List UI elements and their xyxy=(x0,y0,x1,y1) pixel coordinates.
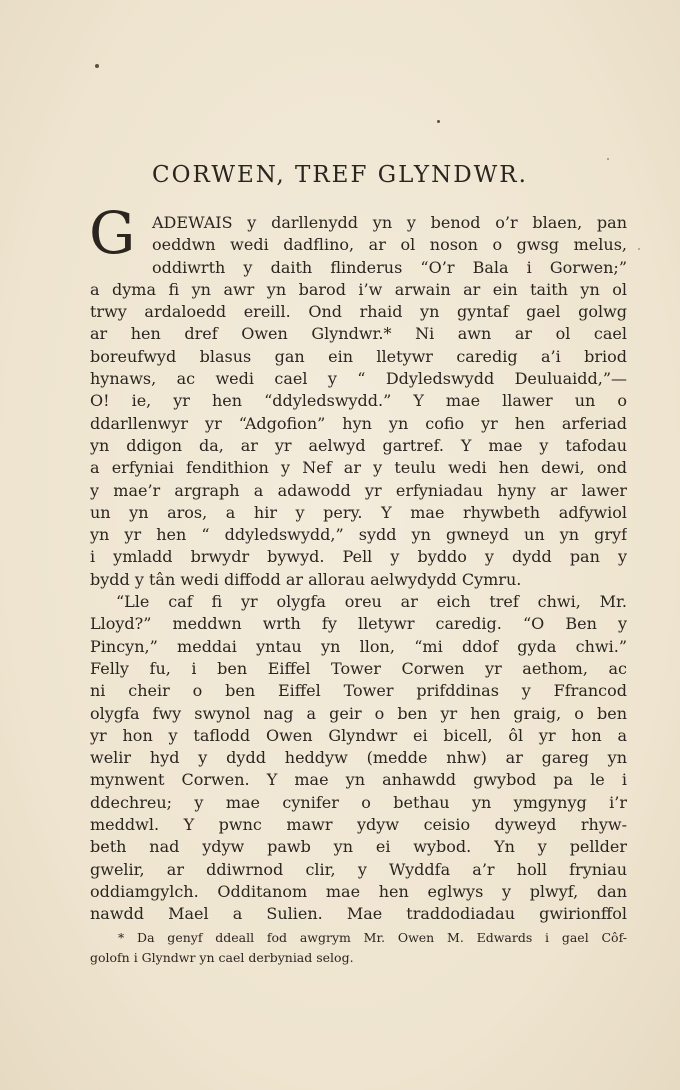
text-line: olygfa fwy swynol nag a geir o ben yr hen graig, o ben xyxy=(90,703,627,723)
paper-speck xyxy=(607,158,609,160)
text-line: “Lle caf fi yr olygfa oreu ar eich tref chwi, Mr. xyxy=(116,592,627,612)
text-line: mynwent Corwen. Y mae yn anhawdd gwybod pa le i xyxy=(90,770,627,790)
text-line: boreufwyd blasus gan ein lletywr caredig a’i briod xyxy=(90,346,627,366)
text-line: i ymladd brwydr bywyd. Pell y byddo y dydd pan y xyxy=(90,547,627,567)
text-line: nawdd Mael a Sulien. Mae traddodiadau gwirionffol xyxy=(90,904,627,924)
text-line: gwelir, ar ddiwrnod clir, y Wyddfa a’r holl fryniau xyxy=(90,859,627,879)
text-line: yn yr hen “ ddyledswydd,” sydd yn gwneyd un yn gryf xyxy=(90,525,627,545)
text-line: bydd y tân wedi diffodd ar allorau aelwydydd Cymru. xyxy=(90,569,522,589)
text-line: y mae’r argraph a adawodd yr erfyniadau hyny ar lawer xyxy=(90,480,627,500)
chapter-title: CORWEN, TREF GLYNDWR. xyxy=(152,162,528,188)
text-line: ni cheir o ben Eiffel Tower prifddinas y Ffrancod xyxy=(90,681,627,701)
footnote xyxy=(90,928,627,968)
text-line: O! ie, yr hen “ddyledswydd.” Y mae llawer un o xyxy=(90,391,627,411)
text-line: Lloyd?” meddwn wrth fy lletywr caredig. “O Ben y xyxy=(90,614,627,634)
text-line: a erfyniai fendithion y Nef ar y teulu wedi hen dewi, ond xyxy=(90,458,627,478)
text-line: ddarllenwyr yr “Adgofion” hyn yn cofio yr hen arferiad xyxy=(90,413,627,433)
text-line: ar hen dref Owen Glyndwr.* Ni awn ar ol cael xyxy=(90,324,627,344)
text-line: oddiwrth y daith flinderus “O’r Bala i Gorwen;” xyxy=(152,257,627,277)
text-line: yr hon y taflodd Owen Glyndwr ei bicell, ôl yr hon a xyxy=(90,725,627,745)
text-line: Pincyn,” meddai yntau yn llon, “mi ddof gyda chwi.” xyxy=(90,636,627,656)
drop-cap: G xyxy=(89,199,136,267)
paper-speck xyxy=(95,64,99,68)
text-line: ADEWAIS y darllenydd yn y benod o’r blaen, pan xyxy=(152,213,627,232)
text-line: un yn aros, a hir y pery. Y mae rhywbeth adfywiol xyxy=(90,502,627,522)
text-line: yn ddigon da, ar yr aelwyd gartref. Y mae y tafodau xyxy=(90,435,627,455)
text-line: a dyma fi yn awr yn barod i’w arwain ar ein taith yn ol xyxy=(90,279,627,299)
text-line: hynaws, ac wedi cael y “ Ddyledswydd Deuluaidd,”— xyxy=(90,369,627,389)
footnote-line: * Da genyf ddeall fod awgrym Mr. Owen M. Edwards i gael Côf- xyxy=(118,930,627,945)
body-text xyxy=(89,199,627,926)
paper-speck xyxy=(638,248,640,250)
paper-speck xyxy=(437,120,440,123)
footnote-line: golofn i Glyndwr yn cael derbyniad selog. xyxy=(90,950,354,965)
text-line: oeddwn wedi dadflino, ar ol noson o gwsg melus, xyxy=(152,235,627,255)
text-line: beth nad ydyw pawb yn ei wybod. Yn y pellder xyxy=(90,837,627,857)
text-line: meddwl. Y pwnc mawr ydyw ceisio dyweyd rhyw- xyxy=(90,815,627,835)
text-line: trwy ardaloedd ereill. Ond rhaid yn gyntaf gael golwg xyxy=(90,302,627,322)
text-line: oddiamgylch. Odditanom mae hen eglwys y plwyf, dan xyxy=(90,881,627,901)
text-line: Felly fu, i ben Eiffel Tower Corwen yr aethom, ac xyxy=(90,658,627,678)
text-line: ddechreu; y mae cynifer o bethau yn ymgynyg i’r xyxy=(90,792,627,812)
text-line: welir hyd y dydd heddyw (medde nhw) ar gareg yn xyxy=(90,748,627,768)
